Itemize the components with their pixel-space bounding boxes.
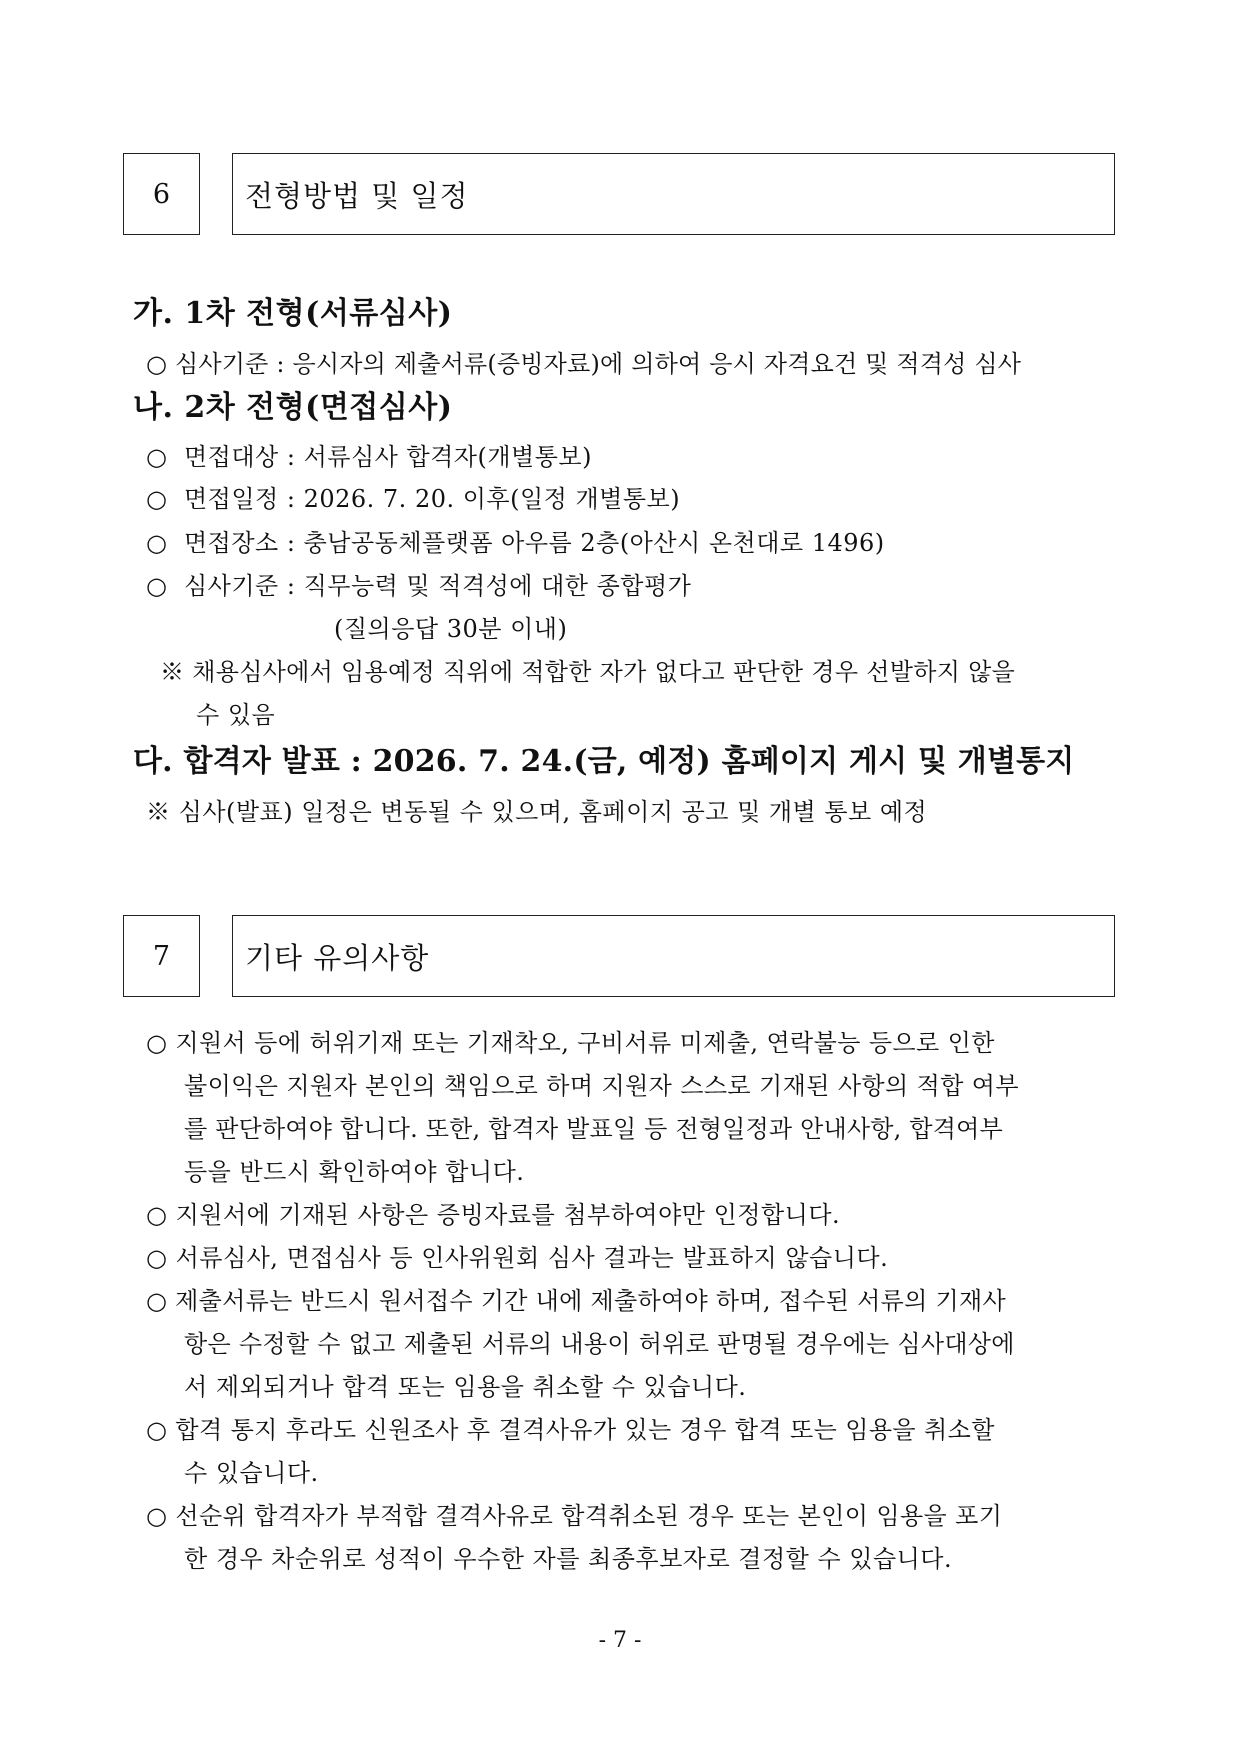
subsection-b-note-continuation: 수 있음 xyxy=(196,701,276,729)
section-6-title: 전형방법 및 일정 xyxy=(245,178,469,213)
section-6-number-box xyxy=(123,153,200,235)
notice-line: ○ 지원서에 기재된 사항은 증빙자료를 첨부하여야만 인정합니다. xyxy=(146,1201,841,1229)
section-7-title: 기타 유의사항 xyxy=(245,940,430,975)
circle-bullet: ○ xyxy=(146,529,168,557)
section-6-title-box xyxy=(232,153,1115,235)
interview-item-text: 심사기준 : 직무능력 및 적격성에 대한 종합평가 xyxy=(184,572,692,600)
page-number: - 7 - xyxy=(598,1628,642,1653)
notice-line: 를 판단하여야 합니다. 또한, 합격자 발표일 등 전형일정과 안내사항, 합격여부 xyxy=(184,1115,1003,1143)
interview-item-text: 면접일정 : 2026. 7. 20. 이후(일정 개별통보) xyxy=(184,485,681,513)
interview-item-continuation: (질의응답 30분 이내) xyxy=(334,615,568,643)
notice-line: 항은 수정할 수 없고 제출된 서류의 내용이 허위로 판명될 경우에는 심사대상에 xyxy=(184,1330,1015,1358)
circle-bullet: ○ xyxy=(146,485,168,513)
subsection-c-note: ※ 심사(발표) 일정은 변동될 수 있으며, 홈페이지 공고 및 개별 통보 예정 xyxy=(146,798,928,826)
interview-item xyxy=(146,523,885,558)
section-7-number: 7 xyxy=(152,940,171,972)
subsection-a-line: ○ 심사기준 : 응시자의 제출서류(증빙자료)에 의하여 응시 자격요건 및 적격성 심사 xyxy=(146,350,1022,378)
circle-bullet: ○ xyxy=(146,443,168,471)
subsection-a-heading: 가. 1차 전형(서류심사) xyxy=(133,296,453,331)
subsection-b-heading: 나. 2차 전형(면접심사) xyxy=(133,390,453,425)
notice-line: ○ 서류심사, 면접심사 등 인사위원회 심사 결과는 발표하지 않습니다. xyxy=(146,1244,889,1272)
notice-line: ○ 합격 통지 후라도 신원조사 후 결격사유가 있는 경우 합격 또는 임용을 취소할 xyxy=(146,1416,995,1444)
notice-line: ○ 선순위 합격자가 부적합 결격사유로 합격취소된 경우 또는 본인이 임용을 포기 xyxy=(146,1502,1003,1530)
interview-item-text: 면접장소 : 충남공동체플랫폼 아우름 2층(아산시 온천대로 1496) xyxy=(184,529,885,557)
interview-item xyxy=(146,479,680,514)
notice-line: 수 있습니다. xyxy=(184,1459,319,1487)
notice-line: ○ 지원서 등에 허위기재 또는 기재착오, 구비서류 미제출, 연락불능 등으로 인한 xyxy=(146,1029,995,1057)
circle-bullet: ○ xyxy=(146,572,168,600)
section-6-number: 6 xyxy=(152,178,171,210)
interview-item-text: 면접대상 : 서류심사 합격자(개별통보) xyxy=(184,443,592,471)
section-7-number-box xyxy=(123,915,200,997)
notice-line: 한 경우 차순위로 성적이 우수한 자를 최종후보자로 결정할 수 있습니다. xyxy=(184,1545,953,1573)
interview-item xyxy=(146,566,691,601)
subsection-b-note: ※ 채용심사에서 임용예정 직위에 적합한 자가 없다고 판단한 경우 선발하지 않을 xyxy=(160,658,1016,686)
section-7-title-box xyxy=(232,915,1115,997)
notice-line: ○ 제출서류는 반드시 원서접수 기간 내에 제출하여야 하며, 접수된 서류의 기재사 xyxy=(146,1287,1006,1315)
notice-line: 등을 반드시 확인하여야 합니다. xyxy=(184,1158,525,1186)
subsection-c-heading: 다. 합격자 발표 : 2026. 7. 24.(금, 예정) 홈페이지 게시 및 개별통지 xyxy=(133,744,1075,779)
notice-line: 서 제외되거나 합격 또는 임용을 취소할 수 있습니다. xyxy=(184,1373,747,1401)
interview-item xyxy=(146,437,592,472)
notice-line: 불이익은 지원자 본인의 책임으로 하며 지원자 스스로 기재된 사항의 적합 여부 xyxy=(184,1072,1019,1100)
